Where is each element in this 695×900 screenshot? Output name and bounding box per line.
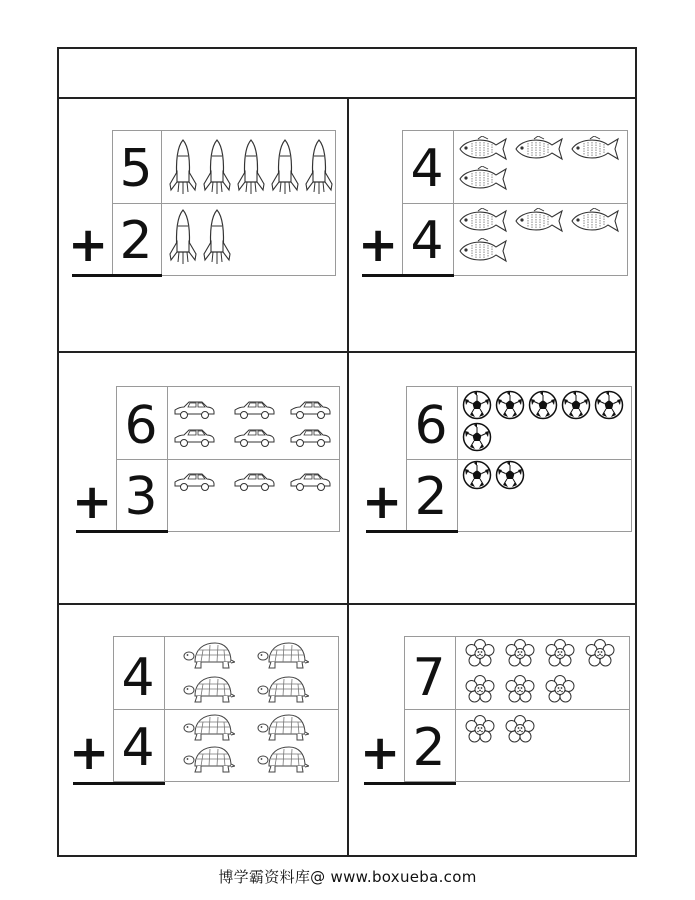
plus-sign: + — [72, 474, 113, 530]
car-icon — [288, 400, 332, 420]
soccer-ball-icon — [528, 390, 558, 420]
soccer-ball-icon — [462, 460, 492, 490]
car-icon — [172, 400, 216, 420]
flower-icons — [456, 638, 628, 780]
fish-icon — [512, 208, 564, 234]
bottom-number: 4 — [410, 211, 444, 271]
flower-icon — [544, 638, 576, 670]
top-number: 4 — [121, 648, 155, 708]
fish-icon — [456, 136, 508, 162]
plus-sign: + — [358, 217, 399, 273]
car-icon — [232, 428, 276, 448]
turtle-icon — [257, 640, 309, 670]
turtle-icon — [257, 712, 309, 742]
plus-sign: + — [362, 474, 403, 530]
soccer-ball-icon — [462, 390, 492, 420]
soccer-ball-icon — [495, 460, 525, 490]
grid-horizontal-line — [59, 603, 635, 605]
top-number: 4 — [410, 139, 444, 199]
car-icon — [172, 428, 216, 448]
flower-icon — [504, 638, 536, 670]
bottom-number: 4 — [121, 718, 155, 778]
answer-line — [72, 274, 162, 277]
car-icon — [172, 472, 216, 492]
car-icon — [288, 428, 332, 448]
flower-icon — [504, 674, 536, 706]
turtle-icon — [183, 640, 235, 670]
rocket-icon — [202, 208, 232, 266]
turtle-icon — [257, 744, 309, 774]
soccer-ball-icon — [495, 390, 525, 420]
plus-sign: + — [69, 725, 110, 781]
rocket-icon — [168, 208, 198, 266]
fish-icon — [568, 208, 620, 234]
car-icon — [232, 400, 276, 420]
turtle-icon — [257, 674, 309, 704]
flower-icon — [464, 638, 496, 670]
car-icons — [168, 388, 338, 530]
turtle-icons — [165, 638, 337, 780]
soccer-ball-icon — [594, 390, 624, 420]
fish-icon — [456, 166, 508, 192]
answer-line — [76, 530, 168, 533]
flower-icon — [544, 674, 576, 706]
fish-icon — [512, 136, 564, 162]
car-icon — [232, 472, 276, 492]
turtle-icon — [183, 744, 235, 774]
top-number: 7 — [412, 648, 446, 708]
rocket-icon — [168, 138, 198, 196]
fish-icons — [454, 132, 626, 274]
flower-icon — [584, 638, 616, 670]
fish-icon — [456, 208, 508, 234]
plus-sign: + — [68, 217, 109, 273]
answer-line — [362, 274, 454, 277]
soccer-ball-icons — [458, 388, 630, 530]
rocket-icon — [236, 138, 266, 196]
soccer-ball-icon — [561, 390, 591, 420]
bottom-number: 2 — [119, 211, 153, 271]
rocket-icons — [162, 132, 334, 274]
grid-vertical-line — [347, 99, 349, 855]
bottom-number: 2 — [412, 718, 446, 778]
footer-text: 博学霸资料库@ www.boxueba.com — [218, 868, 477, 886]
answer-line — [73, 782, 165, 785]
grid-horizontal-line — [59, 351, 635, 353]
fish-icon — [568, 136, 620, 162]
rocket-icon — [270, 138, 300, 196]
answer-line — [364, 782, 456, 785]
flower-icon — [464, 674, 496, 706]
turtle-icon — [183, 712, 235, 742]
soccer-ball-icon — [462, 422, 492, 452]
top-number: 6 — [124, 396, 158, 456]
bottom-number: 2 — [414, 467, 448, 527]
turtle-icon — [183, 674, 235, 704]
fish-icon — [456, 238, 508, 264]
bottom-number: 3 — [124, 467, 158, 527]
answer-line — [366, 530, 458, 533]
rocket-icon — [202, 138, 232, 196]
flower-icon — [504, 714, 536, 746]
top-number: 5 — [119, 139, 153, 199]
rocket-icon — [304, 138, 334, 196]
title-row — [59, 49, 635, 99]
plus-sign: + — [360, 725, 401, 781]
flower-icon — [464, 714, 496, 746]
top-number: 6 — [414, 396, 448, 456]
car-icon — [288, 472, 332, 492]
